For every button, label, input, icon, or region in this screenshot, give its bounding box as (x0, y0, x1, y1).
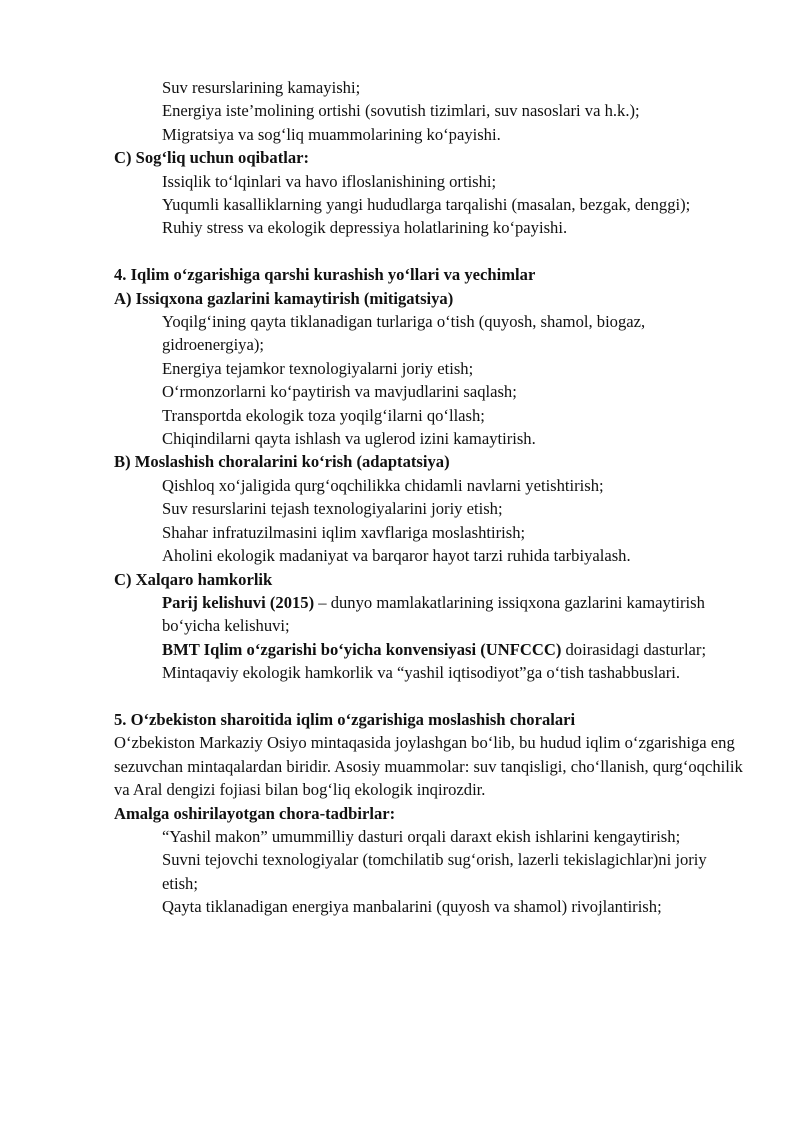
mitigation-heading: A) Issiqxona gazlarini kamaytirish (mitigatsiya) (114, 288, 454, 308)
list-item: O‘rmonzorlarni ko‘paytirish va mavjudlarini saqlash; (162, 382, 517, 402)
cooperation-heading: C) Xalqaro hamkorlik (114, 569, 273, 589)
list-item: Shahar infratuzilmasini iqlim xavflariga moslashtirish; (162, 522, 526, 542)
section-5-heading: 5. O‘zbekiston sharoitida iqlim o‘zgarishiga moslashish choralari (114, 709, 576, 729)
list-item: Suv resurslarini tejash texnologiyalarini joriy etish; (162, 499, 503, 519)
unfccc-term: BMT Iqlim o‘zgarishi bo‘yicha konvensiyasi (UNFCCC) (162, 639, 562, 659)
list-item-unfccc (114, 638, 746, 661)
list-item: Chiqindilarni qayta ishlash va uglerod izini kamaytirish. (162, 429, 536, 449)
spacer (114, 685, 746, 708)
list-item: Yoqilg‘ining qayta tiklanadigan turlariga o‘tish (quyosh, shamol, biogaz, gidroenergiya); (162, 312, 646, 355)
adaptation-heading: B) Moslashish choralarini ko‘rish (adaptatsiya) (114, 452, 450, 472)
measures-heading: Amalga oshirilayotgan chora-tadbirlar: (114, 803, 396, 823)
list-item: Suvni tejovchi texnologiyalar (tomchilatib sug‘orish, lazerli tekislagichlar)ni joriy etish; (162, 850, 707, 893)
list-item: Suv resurslarining kamayishi; (162, 78, 361, 97)
paris-agreement-text: – dunyo mamlakatlarining issiqxona gazlarini kamaytirish bo‘yicha kelishuvi; (162, 592, 705, 636)
list-item: Ruhiy stress va ekologik depressiya holatlarining ko‘payishi. (162, 218, 568, 238)
unfccc-text: doirasidagi dasturlar; (561, 639, 707, 659)
list-item: Mintaqaviy ekologik hamkorlik va “yashil iqtisodiyot”ga o‘tish tashabbuslari. (162, 663, 681, 683)
health-heading: C) Sog‘liq uchun oqibatlar: (114, 148, 310, 168)
list-item: Transportda ekologik toza yoqilg‘ilarni qo‘llash; (162, 405, 485, 425)
list-item: Qishloq xo‘jaligida qurg‘oqchilikka chidamli navlarni yetishtirish; (162, 475, 604, 495)
document-page (114, 76, 746, 919)
list-item: Aholini ekologik madaniyat va barqaror hayot tarzi ruhida tarbiyalash. (162, 546, 631, 566)
spacer (114, 240, 746, 263)
paris-agreement-term: Parij kelishuvi (2015) (162, 592, 315, 612)
list-item: Yuqumli kasalliklarning yangi hududlarga tarqalishi (masalan, bezgak, denggi); (162, 195, 691, 215)
list-item: Qayta tiklanadigan energiya manbalarini (quyosh va shamol) rivojlantirish; (162, 897, 662, 917)
list-item: Migratsiya va sog‘liq muammolarining ko‘payishi. (162, 124, 501, 144)
list-item: “Yashil makon” umummilliy dasturi orqali daraxt ekish ishlarini kengaytirish; (162, 826, 681, 846)
list-item: Energiya tejamkor texnologiyalarni joriy etish; (162, 358, 474, 378)
section-4-heading: 4. Iqlim o‘zgarishiga qarshi kurashish yo‘llari va yechimlar (114, 265, 536, 285)
list-item: Energiya iste’molining ortishi (sovutish tizimlari, suv nasoslari va h.k.); (162, 101, 640, 121)
list-item-paris (114, 591, 746, 638)
list-item: Issiqlik to‘lqinlari va havo ifloslanishining ortishi; (162, 171, 497, 191)
section-5-paragraph: O‘zbekiston Markaziy Osiyo mintaqasida joylashgan bo‘lib, bu hudud iqlim o‘zgarishiga eng sezuvchan mintaqalardan biridir. Asosiy muammolar: suv tanqisligi, cho‘llanish, qurg‘oqchilik va Aral dengizi fojiasi bilan bog‘liq ekologik inqirozdir. (114, 733, 743, 800)
